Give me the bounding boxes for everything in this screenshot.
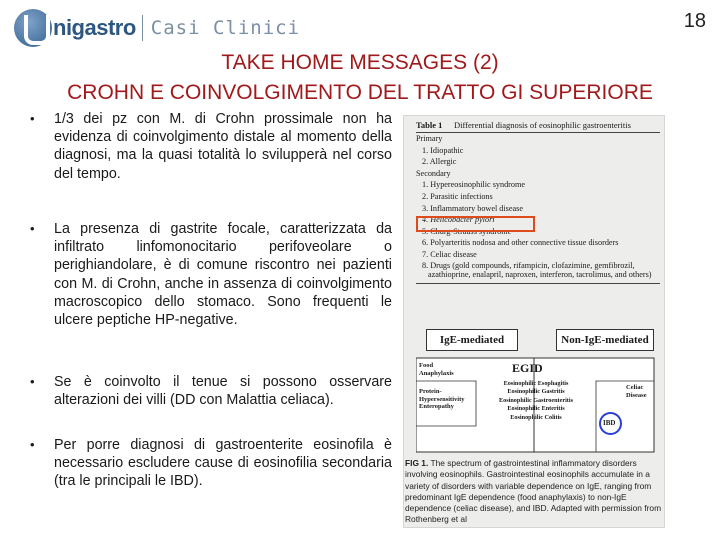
egid-item: Eosinophilic Gastritis (507, 388, 565, 396)
logo-divider (142, 15, 143, 41)
ige-mediated-header: IgE-mediated (426, 329, 518, 351)
table-secondary-heading: Secondary (416, 168, 451, 178)
bullet-text: La presenza di gastrite focale, caratterizzata da infiltrato linfomonocitario perifoveolare o perighiandolare, è di comune riscontro nei pazienti con M. di Crohn, anche in assenza di coinvolgimento macroscopico dello stomaco. Sono frequenti le ulcere peptiche HP-negative. (54, 221, 392, 329)
table-row: 8. Drugs (gold compounds, rifampicin, clofazimine, gemfibrozil, azathioprine, enalapril, naproxen, interferon, tacrolimus, and others) (422, 260, 652, 280)
table-title: Differential diagnosis of eosinophilic gastroenteritis (454, 120, 631, 130)
table-row: 4. Helicobacter pylori (422, 215, 495, 225)
bullet-text: Per porre diagnosi di gastroenterite eosinofila è necessario escludere cause di eosinofilia secondaria (tra le principali le IBD). (54, 437, 392, 490)
slide-number: 18 (683, 10, 706, 32)
bullet-dot-icon: • (30, 111, 35, 126)
bullet-item (30, 373, 392, 409)
table-primary-heading: Primary (416, 134, 443, 143)
ibd-label: IBD (603, 419, 616, 427)
caption-text: The spectrum of gastrointestinal inflammatory disorders involving eosinophils. Gastrointestinal eosinophils accumulate in a variety of disorders with variable dependence on IgE, ranging from predominant IgE dependence (food anaphylaxis) to non-IgE dependence (celiac disease), and IBD. Adapted with permission from Rothenberg et al (405, 458, 662, 525)
bullet-item (30, 110, 392, 183)
egid-item: Eosinophilic Esophagitis (503, 380, 569, 387)
egid-title: EGID (512, 361, 543, 375)
title-line-2: CROHN E COINVOLGIMENTO DEL TRATTO GI SUPERIORE (67, 81, 653, 104)
logo-text: nigastro (53, 15, 136, 40)
egid-item: Eosinophilic Enteritis (507, 405, 565, 413)
bullet-item (30, 436, 392, 491)
table-label: Table 1 (416, 120, 443, 130)
bullet-item (30, 220, 392, 329)
figure-panel (403, 115, 665, 528)
title-line-1: TAKE HOME MESSAGES (2) (221, 51, 499, 74)
table-row: 1. Idiopathic (422, 145, 464, 155)
protein-hypersensitivity-label: Protein-Hypersensitivity Enteropathy (419, 388, 465, 410)
bullet-text: 1/3 dei pz con M. di Crohn prossimale non ha evidenza di coinvolgimento distale al momento della diagnosi, ma la quasi totalità lo svilupperà nel corso del tempo. (54, 111, 392, 182)
food-anaphylaxis-label: Food Anaphylaxis (419, 362, 454, 377)
table-row: 2. Parasitic infections (422, 191, 493, 201)
bullet-dot-icon: • (30, 437, 35, 452)
bullet-dot-icon: • (30, 221, 35, 236)
bullet-text: Se è coinvolto il tenue si possono osservare alterazioni dei villi (DD con Malattia celiaca). (54, 374, 392, 409)
table-bottom-rule (416, 283, 660, 284)
egid-items (486, 380, 586, 422)
celiac-disease-label: Celiac Disease (626, 384, 647, 399)
figure-caption (405, 458, 665, 526)
highlight-box (416, 216, 535, 232)
table-row: 2. Allergic (422, 157, 457, 167)
differential-diagnosis-table (404, 116, 666, 304)
unigastro-logo (14, 8, 300, 48)
table-row: 6. Polyarteritis nodosa and other connective tissue disorders (422, 238, 619, 248)
table-row: 7. Celiac disease (422, 249, 477, 259)
egid-spectrum-diagram (404, 326, 666, 454)
ibd-highlight-circle (599, 412, 622, 435)
non-ige-mediated-header: Non-IgE-mediated (556, 329, 654, 351)
logo-subtitle: Casi Clinici (150, 17, 301, 39)
table-row-highlighted: 3. Inflammatory bowel disease (422, 203, 523, 213)
slide-title (0, 48, 720, 108)
egid-item: Eosinophilic Colitis (510, 413, 562, 421)
egid-item: Eosinophilic Gastroenteritis (499, 396, 573, 404)
logo-u-icon (14, 9, 52, 47)
table-row: 5. Churg-Strauss syndrome (422, 226, 512, 236)
bullet-dot-icon: • (30, 374, 35, 389)
table-row: 1. Hypereosinophilic syndrome (422, 180, 526, 190)
caption-label: FIG 1. (405, 458, 429, 468)
table-header (416, 120, 660, 133)
